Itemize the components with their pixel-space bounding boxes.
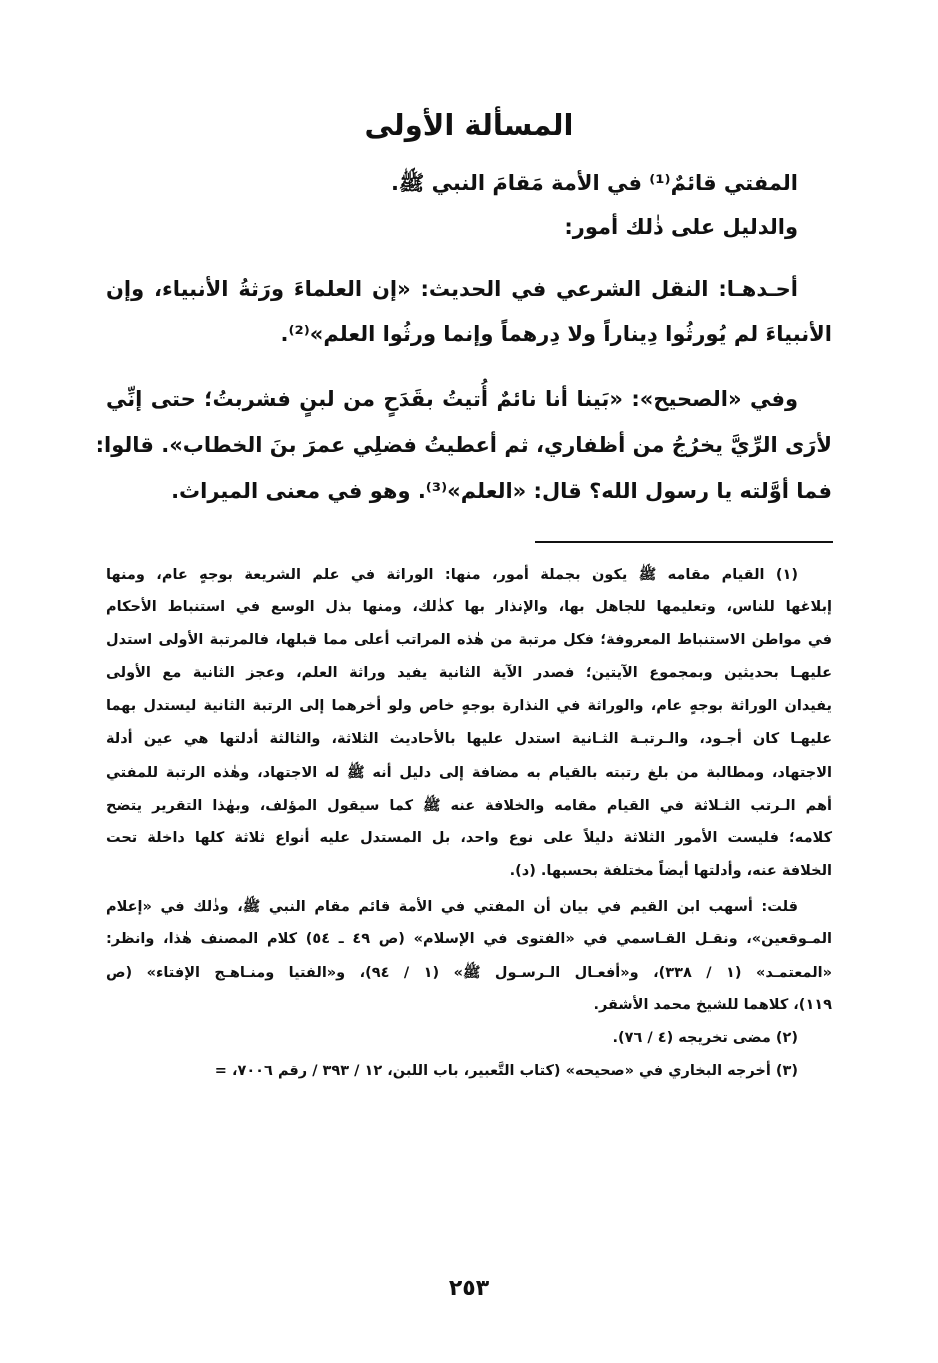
main-text-line: المفتي قائمٌ⁽¹⁾ في الأمة مَقامَ النبي ﷺ. bbox=[390, 171, 798, 195]
footnote-line: «المعتمـد» (١ / ٣٣٨)، و«أفعـال الـرسـول ﷺ» (١ / ٩٤)، و«الفتيا ومنـاهـج الإفتاء» (ص bbox=[106, 965, 832, 981]
footnote-line: قلت: أسهب ابن القيم في بيان أن المفتي في الأمة قائم مقام النبي ﷺ، وذٰلك في «إعلام bbox=[106, 899, 798, 915]
footnote-line: الخلافة عنه، وأدلتها أيضاً مختلفة بحسبها. (د). bbox=[509, 863, 832, 879]
footnote-line: ١١٩)، كلاهما للشيخ محمد الأشقر. bbox=[593, 997, 832, 1013]
main-text-line: والدليل على ذٰلك أمور: bbox=[564, 215, 798, 239]
footnote-line: يفيدان الوراثة بوجهٍ عام، والوراثة في النذارة بوجهٍ خاص ولو أخرهما إلى الرتبة الثانية ليستدل بهما bbox=[106, 698, 832, 714]
footnote-line: (٣) أخرجه البخاري في «صحيحه» (كتاب التَّعبير، باب اللبن، ١٢ / ٣٩٣ / رقم ٧٠٠٦، = bbox=[214, 1063, 798, 1079]
footnote-line: (٢) مضى تخريجه (٤ / ٧٦). bbox=[612, 1030, 798, 1046]
main-text-line: وفي «الصحيح»: «بَينا أنا نائمٌ أُتيتُ بقَدَحٍ من لبنٍ فشربتُ؛ حتى إنِّي bbox=[106, 387, 798, 411]
footnote-line: عليهـا كان أجـود، والـرتبـة الثـانية استدل عليها بالأحاديث الثلاثة، والثالثة أدلتها هي عين أدلة bbox=[106, 731, 832, 747]
section-title: المسألة الأولى bbox=[364, 108, 574, 142]
footnote-line: عليهـا بحديثين وبمجموع الآيتين؛ فصدر الآية الثانية يفيد وراثة العلم، وعجز الثانية مع الأولى bbox=[106, 665, 832, 681]
footnote-line: أهم الـرتب الثـلاثة في القيام مقامه والخلافة عنه ﷺ كما سيقول المؤلف، وبهٰذا التقرير يتضح bbox=[106, 798, 832, 814]
page-number: ٢٥٣ bbox=[448, 1276, 490, 1301]
footnote-line: الاجتهاد، ومطالبة من بلغ رتبته بالقيام به مضافة إلى دليل أنه ﷺ له الاجتهاد، وهٰذه الرتبة للمفتي bbox=[106, 765, 832, 781]
main-text-line: لأرَى الرِّيَّ يخرُجُ من أظفاري، ثم أعطيتُ فضلِي عمرَ بنَ الخطاب». قالوا: bbox=[95, 433, 832, 457]
footnote-line: (١) القيام مقامه ﷺ يكون بجملة أمور، منها: الوراثة في علم الشريعة بوجهٍ عام، ومنها bbox=[106, 567, 798, 583]
main-text-line: الأنبياءَ لم يُورثُوا دِيناراً ولا دِرهماً وإنما ورثُوا العلم»⁽²⁾. bbox=[280, 322, 832, 346]
footnote-separator bbox=[535, 541, 833, 543]
footnote-line: كلامه؛ فليست الأمور الثلاثة دليلاً على نوع واحد، بل المستدل عليه أنواع ثلاثة كلها داخلة تحت bbox=[106, 830, 832, 846]
main-text-line: فما أوَّلته يا رسول الله؟ قال: «العلم»⁽³⁾. وهو في معنى الميراث. bbox=[171, 479, 832, 503]
main-text-line: أحـدهـا: النقل الشرعي في الحديث: «إن العلماءَ ورَثةُ الأنبياء، وإن bbox=[106, 277, 798, 301]
footnote-line: إبلاغها للناس، وتعليمها للجاهل بها، والإنذار بها كذٰلك، ومنها بذل الوسع في استنباط الأحكام bbox=[106, 599, 832, 615]
footnote-line: المـوقعين»، ونقـل القـاسمي في «الفتوى في الإسلام» (ص ٤٩ ـ ٥٤) كلام المصنف هٰذا، وانظر: bbox=[106, 931, 833, 947]
footnote-line: في مواطن الاستنباط المعروفة؛ فكل مرتبة من هٰذه المراتب أعلى مما قبلها، فالمرتبة الأولى استدل bbox=[106, 632, 832, 648]
